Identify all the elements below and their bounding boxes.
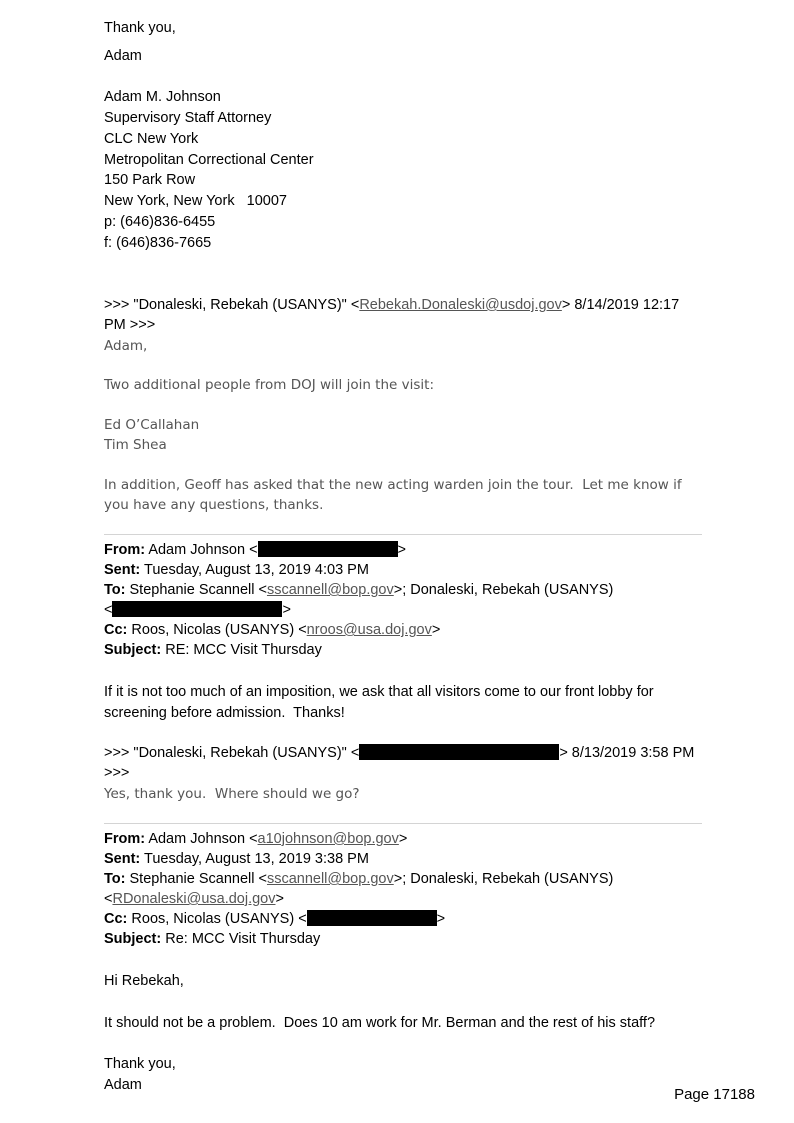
from-close: > [397,542,407,558]
quote-header-prefix: >>> "Donaleski, Rebekah (USANYS)" < [104,297,360,313]
email-2-body-line-2: screening before admission. Thanks! [104,705,345,721]
cc-close: > [431,622,441,638]
quote-1-greeting: Adam, [104,338,148,354]
divider [104,534,702,535]
cc-close: > [436,911,446,927]
subject-text: Re: MCC Visit Thursday [161,931,321,947]
quote-header-date: > 8/13/2019 3:58 PM [559,745,695,761]
cc-text: Roos, Nicolas (USANYS) < [127,911,307,927]
to-label: To: [104,871,126,887]
quote-header-date: > 8/14/2019 12:17 [561,297,680,313]
email-2-to [104,580,613,600]
email-link-rdonaleski[interactable]: RDonaleski@usa.doj.gov [112,891,276,907]
sent-label: Sent: [104,562,141,578]
email-3-greeting: Hi Rebekah, [104,973,184,989]
signature-org: CLC New York [104,131,199,147]
quote-header-2-line2: >>> [104,765,130,781]
email-3-to-line-2 [104,889,284,909]
redaction-box [359,744,559,760]
to-text: Stephanie Scannell < [125,582,267,598]
cc-text: Roos, Nicolas (USANYS) < [127,622,307,638]
subject-label: Subject: [104,642,162,658]
email-link-sscannell[interactable]: sscannell@bop.gov [266,582,394,598]
signature-street: 150 Park Row [104,172,196,188]
subject-label: Subject: [104,931,162,947]
quote-1-paragraph-2-line-1: In addition, Geoff has asked that the new acting warden join the tour. Let me know if [104,477,682,493]
email-2-body-line-1: If it is not too much of an imposition, we ask that all visitors come to our front lobby for [104,684,654,700]
email-3-body: It should not be a problem. Does 10 am work for Mr. Berman and the rest of his staff? [104,1015,656,1031]
from-label: From: [104,542,146,558]
signature-phone: p: (646)836-6455 [104,214,216,230]
email-3-subject [104,929,320,949]
signature-fax: f: (646)836-7665 [104,235,212,251]
redaction-box [307,910,437,926]
closing-name-cut: Adam [104,1077,142,1093]
email-3-to [104,869,613,889]
signature-title: Supervisory Staff Attorney [104,110,272,126]
to-text-2: >; Donaleski, Rebekah (USANYS) [393,871,614,887]
to-close: > [282,602,291,618]
page-number: Page 17188 [674,1086,755,1103]
quote-header-prefix: >>> "Donaleski, Rebekah (USANYS)" < [104,745,360,761]
signature-full-name: Adam M. Johnson [104,89,221,105]
sent-text: Tuesday, August 13, 2019 3:38 PM [140,851,369,867]
from-text: Adam Johnson < [145,831,258,847]
to-text: Stephanie Scannell < [125,871,267,887]
email-3-from [104,829,407,849]
from-close: > [398,831,408,847]
quote-header-1-line2: PM >>> [104,317,156,333]
from-text: Adam Johnson < [145,542,258,558]
quote-1-paragraph-2-line-2: you have any questions, thanks. [104,497,324,513]
email-2-sent [104,560,369,580]
email-2-to-line-2 [104,600,291,620]
email-link-nroos[interactable]: nroos@usa.doj.gov [306,622,432,638]
email-link-a10johnson[interactable]: a10johnson@bop.gov [257,831,399,847]
thanks-text-cut: Thank you, [104,20,176,36]
to-open: < [104,602,113,618]
email-link-rebekah-usdoj[interactable]: Rebekah.Donaleski@usdoj.gov [359,297,562,313]
quote-1-name-1: Ed O’Callahan [104,417,200,433]
quote-2-body: Yes, thank you. Where should we go? [104,786,360,802]
redaction-box [112,601,282,617]
to-text-2: >; Donaleski, Rebekah (USANYS) [393,582,614,598]
email-2-subject [104,640,322,660]
to-label: To: [104,582,126,598]
from-label: From: [104,831,146,847]
to-close: > [275,891,284,907]
cc-label: Cc: [104,911,128,927]
quote-1-paragraph-1: Two additional people from DOJ will join the visit: [104,377,434,393]
sent-label: Sent: [104,851,141,867]
signature-facility: Metropolitan Correctional Center [104,152,314,168]
quote-header-2 [104,743,694,763]
email-3-cc [104,909,445,929]
email-3-sent [104,849,369,869]
redaction-box [258,541,398,557]
quote-header-1 [104,295,679,315]
subject-text: RE: MCC Visit Thursday [161,642,322,658]
sent-text: Tuesday, August 13, 2019 4:03 PM [140,562,369,578]
signature-first-name: Adam [104,48,142,64]
cc-label: Cc: [104,622,128,638]
email-3-closing: Thank you, [104,1056,176,1072]
signature-city: New York, New York 10007 [104,193,287,209]
cut-off-line-bottom [104,1074,704,1093]
to-open: < [104,891,113,907]
email-link-sscannell[interactable]: sscannell@bop.gov [266,871,394,887]
quote-1-name-2: Tim Shea [104,437,167,453]
divider [104,823,702,824]
email-2-from [104,540,406,560]
email-2-cc [104,620,440,640]
cut-off-line-top [104,20,704,44]
